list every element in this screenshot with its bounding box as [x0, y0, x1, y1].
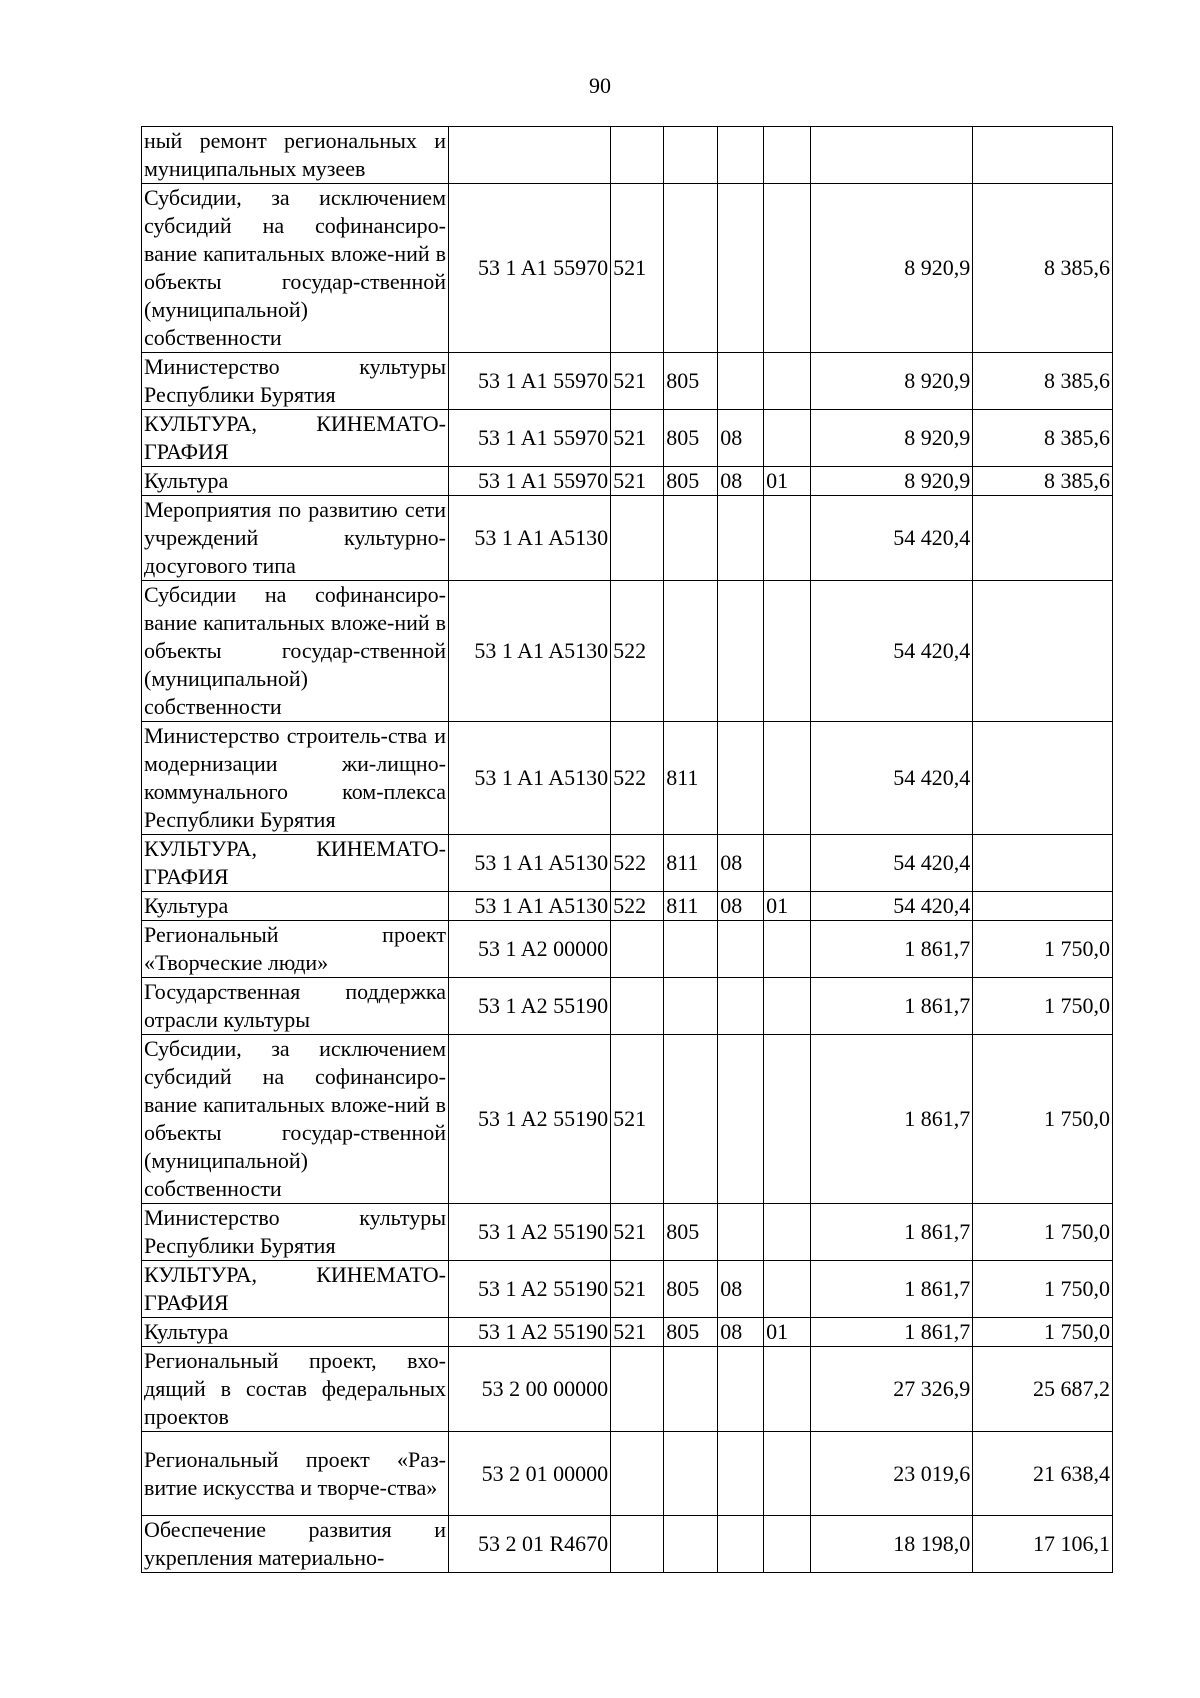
row-subsection: 01: [764, 467, 811, 496]
row-subsection: [764, 581, 811, 722]
row-amount-1: 1 861,7: [811, 978, 973, 1035]
row-section: 08: [718, 1318, 764, 1347]
row-target-article: 53 1 A2 00000: [449, 921, 611, 978]
row-amount-1: 1 861,7: [811, 1318, 973, 1347]
row-name: Субсидии, за исключением субсидий на софинансиро-вание капитальных вложе-ний в объекты государ-ственной (муниципальной) собственности: [142, 184, 449, 353]
row-amount-2: [973, 892, 1113, 921]
row-administrator-code: [664, 1516, 718, 1573]
row-name: Культура: [142, 1318, 449, 1347]
page-number: 90: [589, 73, 611, 98]
row-expense-type: 521: [611, 410, 664, 467]
row-amount-2: [973, 581, 1113, 722]
row-administrator-code: [664, 921, 718, 978]
row-amount-2: 8 385,6: [973, 467, 1113, 496]
row-amount-2: [973, 127, 1113, 184]
row-target-article: [449, 127, 611, 184]
row-target-article: 53 1 A1 55970: [449, 467, 611, 496]
row-expense-type: [611, 1516, 664, 1573]
table-row: [142, 1318, 1113, 1347]
row-administrator-code: [664, 581, 718, 722]
row-amount-1: 8 920,9: [811, 184, 973, 353]
row-amount-1: 8 920,9: [811, 467, 973, 496]
row-name: КУЛЬТУРА, КИНЕМАТО-ГРАФИЯ: [142, 1261, 449, 1318]
row-subsection: [764, 835, 811, 892]
row-name: Региональный проект «Творческие люди»: [142, 921, 449, 978]
row-amount-2: 1 750,0: [973, 921, 1113, 978]
row-section: [718, 1347, 764, 1432]
row-target-article: 53 2 01 R4670: [449, 1516, 611, 1573]
row-subsection: [764, 353, 811, 410]
row-expense-type: [611, 921, 664, 978]
table-row: [142, 1204, 1113, 1261]
row-section: [718, 353, 764, 410]
row-section: [718, 184, 764, 353]
row-expense-type: 522: [611, 892, 664, 921]
row-section: [718, 921, 764, 978]
row-amount-2: 8 385,6: [973, 184, 1113, 353]
row-name: Мероприятия по развитию сети учреждений культурно-досугового типа: [142, 496, 449, 581]
row-target-article: 53 1 A1 55970: [449, 410, 611, 467]
row-expense-type: 521: [611, 1261, 664, 1318]
row-expense-type: [611, 1347, 664, 1432]
row-target-article: 53 1 A2 55190: [449, 1261, 611, 1318]
row-subsection: [764, 978, 811, 1035]
row-section: [718, 722, 764, 835]
row-administrator-code: [664, 1035, 718, 1204]
row-target-article: 53 1 A2 55190: [449, 978, 611, 1035]
row-expense-type: [611, 978, 664, 1035]
row-subsection: [764, 127, 811, 184]
row-subsection: [764, 1204, 811, 1261]
row-administrator-code: 805: [664, 1261, 718, 1318]
row-name: КУЛЬТУРА, КИНЕМАТО-ГРАФИЯ: [142, 410, 449, 467]
row-name: Министерство культуры Республики Бурятия: [142, 353, 449, 410]
row-section: [718, 1035, 764, 1204]
row-amount-2: 8 385,6: [973, 353, 1113, 410]
row-amount-2: 1 750,0: [973, 1204, 1113, 1261]
row-name: КУЛЬТУРА, КИНЕМАТО-ГРАФИЯ: [142, 835, 449, 892]
row-amount-2: 1 750,0: [973, 1318, 1113, 1347]
table-row: [142, 722, 1113, 835]
row-name: Субсидии, за исключением субсидий на софинансиро-вание капитальных вложе-ний в объекты государ-ственной (муниципальной) собственности: [142, 1035, 449, 1204]
row-name: Региональный проект «Раз-витие искусства и творче-ства»: [142, 1432, 449, 1516]
row-expense-type: 522: [611, 581, 664, 722]
row-subsection: 01: [764, 1318, 811, 1347]
row-administrator-code: 805: [664, 1318, 718, 1347]
row-expense-type: 521: [611, 467, 664, 496]
row-amount-1: 1 861,7: [811, 1204, 973, 1261]
row-name: Культура: [142, 467, 449, 496]
row-subsection: 01: [764, 892, 811, 921]
table-row: [142, 921, 1113, 978]
row-amount-1: 8 920,9: [811, 410, 973, 467]
row-target-article: 53 1 A2 55190: [449, 1035, 611, 1204]
row-administrator-code: 805: [664, 467, 718, 496]
row-name: Министерство строитель-ства и модернизации жи-лищно-коммунального ком-плекса Республики Бурятия: [142, 722, 449, 835]
row-target-article: 53 1 A1 A5130: [449, 581, 611, 722]
row-section: [718, 1432, 764, 1516]
row-subsection: [764, 1347, 811, 1432]
row-section: 08: [718, 892, 764, 921]
row-expense-type: [611, 496, 664, 581]
row-amount-2: [973, 835, 1113, 892]
row-expense-type: 521: [611, 353, 664, 410]
row-amount-2: 1 750,0: [973, 1035, 1113, 1204]
row-amount-1: 27 326,9: [811, 1347, 973, 1432]
table-row: [142, 496, 1113, 581]
row-amount-2: 1 750,0: [973, 1261, 1113, 1318]
row-target-article: 53 1 A2 55190: [449, 1204, 611, 1261]
row-subsection: [764, 921, 811, 978]
table-row: [142, 1261, 1113, 1318]
row-subsection: [764, 1432, 811, 1516]
row-amount-1: [811, 127, 973, 184]
row-administrator-code: 811: [664, 722, 718, 835]
row-amount-1: 1 861,7: [811, 921, 973, 978]
row-section: [718, 1204, 764, 1261]
row-expense-type: [611, 1432, 664, 1516]
table-row: [142, 835, 1113, 892]
row-subsection: [764, 1261, 811, 1318]
row-subsection: [764, 184, 811, 353]
row-amount-2: 21 638,4: [973, 1432, 1113, 1516]
table-row: [142, 127, 1113, 184]
row-amount-1: 54 420,4: [811, 722, 973, 835]
row-amount-1: 54 420,4: [811, 496, 973, 581]
row-administrator-code: [664, 496, 718, 581]
row-amount-2: [973, 722, 1113, 835]
row-target-article: 53 2 01 00000: [449, 1432, 611, 1516]
row-administrator-code: [664, 127, 718, 184]
table-row: [142, 1035, 1113, 1204]
table-row: [142, 1516, 1113, 1573]
table-row: [142, 978, 1113, 1035]
row-name: Субсидии на софинансиро-вание капитальных вложе-ний в объекты государ-ственной (муниципальной) собственности: [142, 581, 449, 722]
row-name: ный ремонт региональных и муниципальных музеев: [142, 127, 449, 184]
row-administrator-code: [664, 1347, 718, 1432]
row-section: 08: [718, 467, 764, 496]
row-section: 08: [718, 835, 764, 892]
row-target-article: 53 1 A1 55970: [449, 353, 611, 410]
table-row: [142, 410, 1113, 467]
row-section: [718, 978, 764, 1035]
row-target-article: 53 1 A1 A5130: [449, 722, 611, 835]
row-expense-type: 521: [611, 184, 664, 353]
row-expense-type: 521: [611, 1035, 664, 1204]
row-expense-type: [611, 127, 664, 184]
row-administrator-code: [664, 1432, 718, 1516]
row-amount-1: 1 861,7: [811, 1261, 973, 1318]
row-target-article: 53 1 A2 55190: [449, 1318, 611, 1347]
row-target-article: 53 1 A1 55970: [449, 184, 611, 353]
table-row: [142, 353, 1113, 410]
row-section: [718, 1516, 764, 1573]
table-row: [142, 467, 1113, 496]
row-expense-type: 522: [611, 722, 664, 835]
row-subsection: [764, 1035, 811, 1204]
table-row: [142, 1432, 1113, 1516]
row-subsection: [764, 1516, 811, 1573]
row-expense-type: 521: [611, 1318, 664, 1347]
row-amount-1: 54 420,4: [811, 892, 973, 921]
budget-table: [141, 126, 1113, 1573]
row-amount-2: [973, 496, 1113, 581]
row-administrator-code: [664, 184, 718, 353]
row-target-article: 53 1 A1 A5130: [449, 496, 611, 581]
row-target-article: 53 2 00 00000: [449, 1347, 611, 1432]
table-row: [142, 1347, 1113, 1432]
row-administrator-code: 811: [664, 835, 718, 892]
row-subsection: [764, 410, 811, 467]
row-subsection: [764, 496, 811, 581]
table-row: [142, 184, 1113, 353]
row-section: [718, 496, 764, 581]
row-amount-1: 54 420,4: [811, 581, 973, 722]
row-name: Министерство культуры Республики Бурятия: [142, 1204, 449, 1261]
row-amount-1: 1 861,7: [811, 1035, 973, 1204]
row-section: 08: [718, 1261, 764, 1318]
row-amount-1: 23 019,6: [811, 1432, 973, 1516]
row-administrator-code: 805: [664, 1204, 718, 1261]
row-administrator-code: [664, 978, 718, 1035]
row-amount-2: 17 106,1: [973, 1516, 1113, 1573]
table-body: [142, 127, 1113, 1573]
row-target-article: 53 1 A1 A5130: [449, 835, 611, 892]
row-name: Региональный проект, вхо-дящий в состав федеральных проектов: [142, 1347, 449, 1432]
row-administrator-code: 805: [664, 353, 718, 410]
row-section: [718, 581, 764, 722]
row-amount-2: 1 750,0: [973, 978, 1113, 1035]
row-amount-2: 8 385,6: [973, 410, 1113, 467]
row-expense-type: 521: [611, 1204, 664, 1261]
row-administrator-code: 805: [664, 410, 718, 467]
row-name: Культура: [142, 892, 449, 921]
row-section: [718, 127, 764, 184]
row-target-article: 53 1 A1 A5130: [449, 892, 611, 921]
row-section: 08: [718, 410, 764, 467]
row-amount-1: 54 420,4: [811, 835, 973, 892]
row-administrator-code: 811: [664, 892, 718, 921]
row-expense-type: 522: [611, 835, 664, 892]
row-amount-2: 25 687,2: [973, 1347, 1113, 1432]
table-row: [142, 581, 1113, 722]
row-amount-1: 18 198,0: [811, 1516, 973, 1573]
row-name: Государственная поддержка отрасли культуры: [142, 978, 449, 1035]
table-row: [142, 892, 1113, 921]
row-name: Обеспечение развития и укрепления материально-: [142, 1516, 449, 1573]
row-subsection: [764, 722, 811, 835]
row-amount-1: 8 920,9: [811, 353, 973, 410]
